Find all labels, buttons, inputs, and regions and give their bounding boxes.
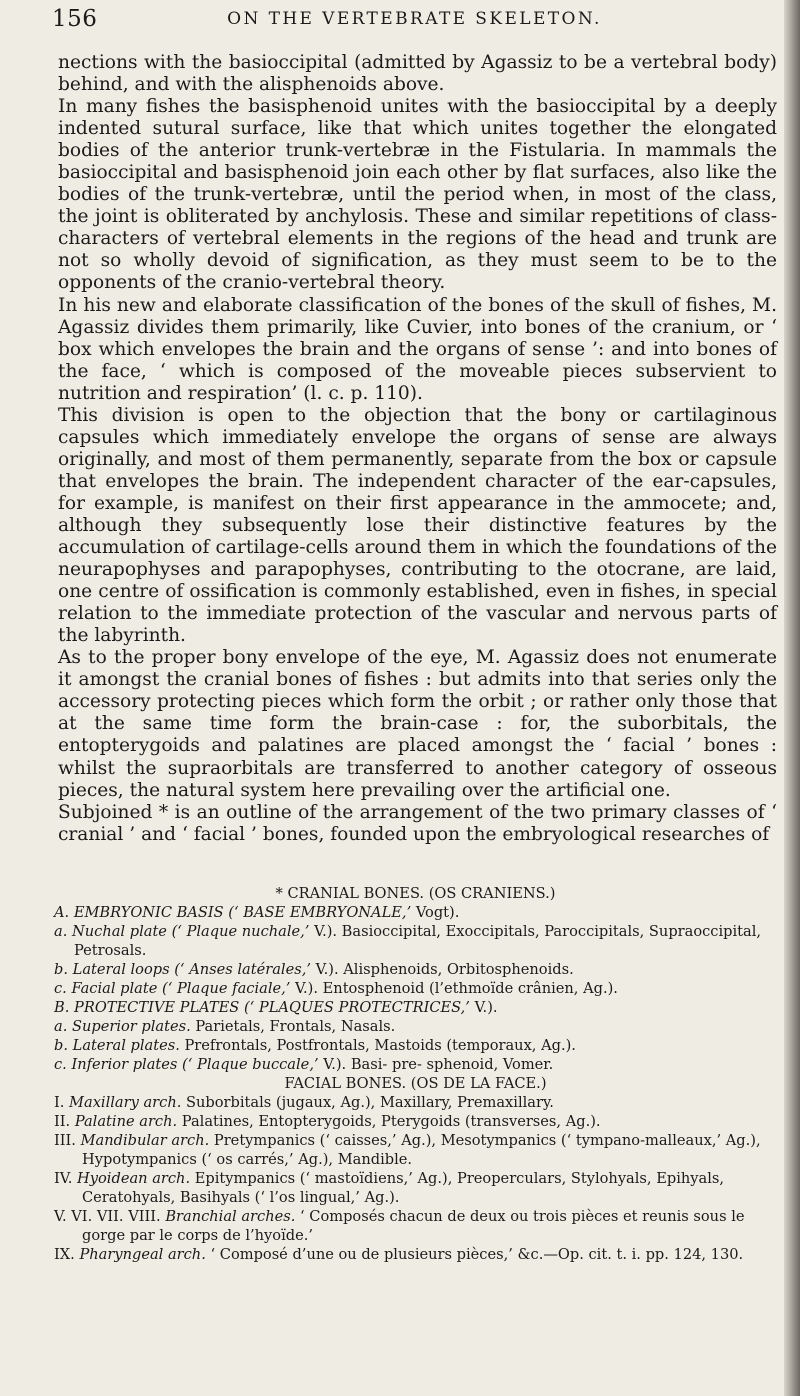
body-text [58, 52, 777, 846]
paragraph: In many fishes the basisphenoid unites with the basioccipital by a deeply indented sutural surface, like that which unites together the elongated bodies of the anterior trunk-vertebræ in the Fistularia. In mammals the basioccipital and basisphenoid join each other by flat surfaces, also like the bodies of the trunk-vertebræ, until the period when, in most of the class, the joint is obliterated by anchylosis. These and similar repetitions of class-characters of vertebral elements in the regions of the head and trunk are not so wholly devoid of signification, as they must seem to be to the opponents of the cranio-vertebral theory. [58, 96, 777, 294]
paragraph: nections with the basioccipital (admitted by Agassiz to be a vertebral body) behind, and with the alisphenoids above. [58, 52, 777, 96]
paragraph: This division is open to the objection that the bony or cartilaginous capsules which immediately envelope the organs of sense are always originally, and most of them permanently, separate from the box or capsule that envelopes the brain. The independent character of the ear-capsules, for example, is manifest on their first appearance in the ammocete; and, although they subsequently lose their distinctive features by the accumulation of cartilage-cells around them in which the foundations of the neurapophyses and parapophyses, contributing to the otocrane, are laid, one centre of ossification is commonly established, even in fishes, in special relation to the immediate protection of the vascular and nervous parts of the labyrinth. [58, 404, 777, 647]
footnote-item: a. Nuchal plate (‘ Plaque nuchale,’ V.). Basioccipital, Exoccipitals, Paroccipitals, Supraoccipital, Petrosals. [54, 923, 762, 959]
running-header [52, 6, 777, 32]
footnote-item: a. Superior plates. Parietals, Frontals, Nasals. [54, 1018, 396, 1035]
page-number: 156 [52, 6, 98, 32]
footnote-item: II. Palatine arch. Palatines, Entopterygoids, Pterygoids (transverses, Ag.). [54, 1113, 601, 1130]
footnote-item: IV. Hyoidean arch. Epitympanics (‘ mastoïdiens,’ Ag.), Preoperculars, Stylohyals, Epihyals, Ceratohyals, Basihyals (‘ l’os lingual,’ Ag.). [54, 1170, 724, 1206]
footnote [54, 884, 777, 1264]
footnote-item: III. Mandibular arch. Pretympanics (‘ caisses,’ Ag.), Mesotympanics (‘ tympano-malleaux,’ Ag.), Hypotympanics (‘ os carrés,’ Ag.), Mandible. [54, 1132, 761, 1168]
footnote-heading-cranial: * CRANIAL BONES. (OS CRANIENS.) [275, 885, 556, 902]
footnote-item: b. Lateral loops (‘ Anses latérales,’ V.). Alisphenoids, Orbitosphenoids. [54, 961, 574, 978]
footnote-item: V. VI. VII. VIII. Branchial arches. ‘ Composés chacun de deux ou trois pièces et reunis sous le gorge par le corps de l’hyoïde.’ [54, 1208, 745, 1244]
page-edge-shadow [784, 0, 800, 1396]
footnote-item: c. Facial plate (‘ Plaque faciale,’ V.). Entosphenoid (l’ethmoïde crânien, Ag.). [54, 980, 618, 997]
footnote-item: c. Inferior plates (‘ Plaque buccale,’ V.). Basi- pre- sphenoid, Vomer. [54, 1056, 554, 1073]
footnote-heading-facial: FACIAL BONES. (OS DE LA FACE.) [284, 1075, 547, 1092]
footnote-item: A. EMBRYONIC BASIS (‘ BASE EMBRYONALE,’ Vogt). [54, 904, 460, 921]
running-title: ON THE VERTEBRATE SKELETON. [227, 9, 602, 29]
paragraph: In his new and elaborate classification of the bones of the skull of fishes, M. Agassiz divides them primarily, like Cuvier, into bones of the cranium, or ‘ box which envelopes the brain and the organs of sense ’: and into bones of the face, ‘ which is composed of the moveable pieces subservient to nutrition and respiration’ (l. c. p. 110). [58, 294, 777, 404]
footnote-item: B. PROTECTIVE PLATES (‘ PLAQUES PROTECTRICES,’ V.). [54, 999, 498, 1016]
footnote-item: b. Lateral plates. Prefrontals, Postfrontals, Mastoids (temporaux, Ag.). [54, 1037, 576, 1054]
paragraph: As to the proper bony envelope of the eye, M. Agassiz does not enumerate it amongst the cranial bones of fishes : but admits into that series only the accessory protecting pieces which form the orbit ; or rather only those that at the same time form the brain-case : for, the suborbitals, the entopterygoids and palatines are placed amongst the ‘ facial ’ bones : whilst the supraorbitals are transferred to another category of osseous pieces, the natural system here prevailing over the artificial one. [58, 647, 777, 801]
footnote-item: I. Maxillary arch. Suborbitals (jugaux, Ag.), Maxillary, Premaxillary. [54, 1094, 554, 1111]
paragraph: Subjoined * is an outline of the arrangement of the two primary classes of ‘ cranial ’ and ‘ facial ’ bones, founded upon the embryological researches of [58, 801, 777, 845]
footnote-item: IX. Pharyngeal arch. ‘ Composé d’une ou de plusieurs pièces,’ &c.—Op. cit. t. i. pp. 124, 130. [54, 1246, 744, 1263]
